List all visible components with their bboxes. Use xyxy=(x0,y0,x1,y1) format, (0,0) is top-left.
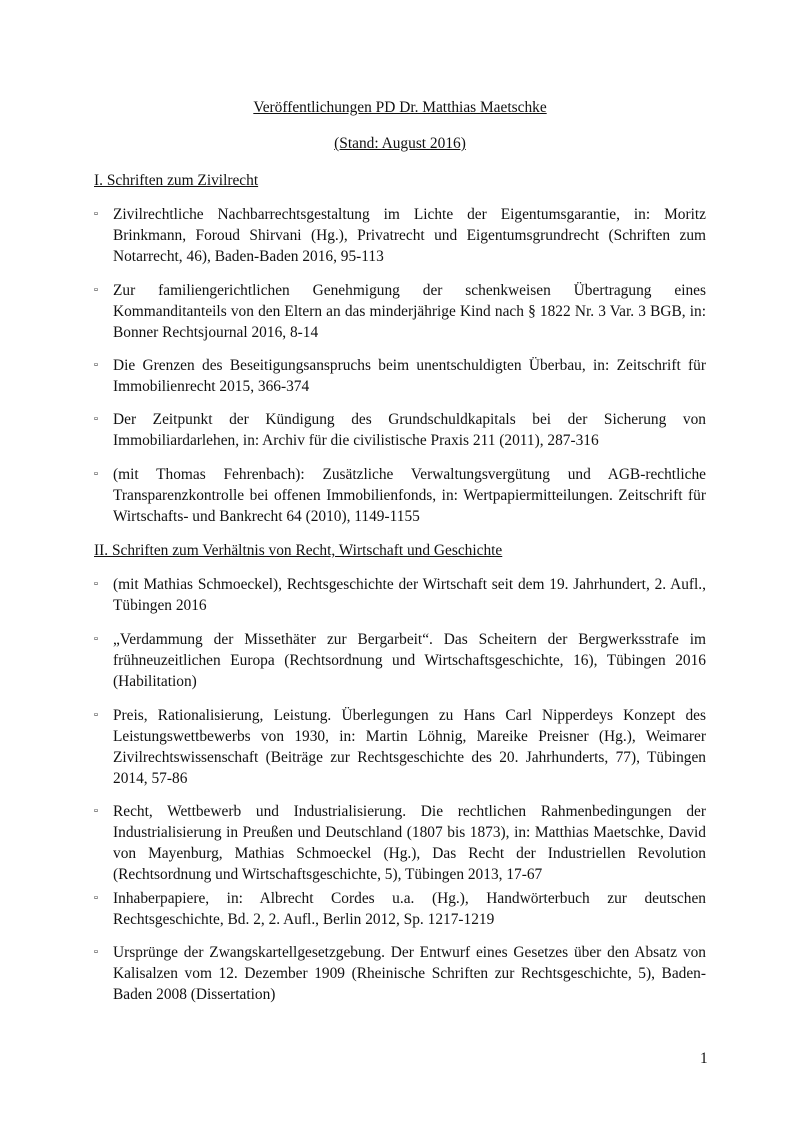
publication-entry xyxy=(94,409,706,451)
page-number: 1 xyxy=(700,1050,708,1067)
bullet-icon: ▫ xyxy=(94,709,98,721)
publication-text: Preis, Rationalisierung, Leistung. Überlegungen zu Hans Carl Nipperdeys Konzept des Leistungswettbewerbs von 1930, in: Martin Löhnig, Mareike Preisner (Hg.), Weimarer Zivilrechtswissenschaft (Beiträge zur Rechtsgeschichte des 20. Jahrhunderts, 77), Tübingen 2014, 57-86 xyxy=(113,707,706,787)
publication-text: Die Grenzen des Beseitigungsanspruchs beim unentschuldigten Überbau, in: Zeitschrift für Immobilienrecht 2015, 366-374 xyxy=(113,357,706,395)
publication-text: Der Zeitpunkt der Kündigung des Grundschuldkapitals bei der Sicherung von Immobiliardarlehen, in: Archiv für die civilistische Praxis 211 (2011), 287-316 xyxy=(113,411,706,449)
publication-text: (mit Mathias Schmoeckel), Rechtsgeschichte der Wirtschaft seit dem 19. Jahrhundert, 2. Aufl., Tübingen 2016 xyxy=(113,576,706,614)
publication-text: Zivilrechtliche Nachbarrechtsgestaltung im Lichte der Eigentumsgarantie, in: Moritz Brinkmann, Foroud Shirvani (Hg.), Privatrecht und Eigentumsgrundrecht (Schriften zum Notarrecht, 46), Baden-Baden 2016, 95-113 xyxy=(113,206,706,265)
publication-text: (mit Thomas Fehrenbach): Zusätzliche Verwaltungsvergütung und AGB-rechtliche Transparenzkontrolle bei offenen Immobilienfonds, in: Wertpapiermitteilungen. Zeitschrift für Wirtschafts- und Bankrecht 64 (2010), 1149-1155 xyxy=(113,466,706,525)
publication-entry xyxy=(94,574,706,616)
bullet-icon: ▫ xyxy=(94,359,98,371)
document-date: (Stand: August 2016) xyxy=(334,135,466,152)
publication-entry xyxy=(94,629,706,692)
bullet-icon: ▫ xyxy=(94,284,98,296)
publication-entry xyxy=(94,942,706,1005)
publication-text: „Verdammung der Missethäter zur Bergarbeit“. Das Scheitern der Bergwerksstrafe im frühneuzeitlichen Europa (Rechtsordnung und Wirtschaftsgeschichte, 16), Tübingen 2016 (Habilitation) xyxy=(113,631,706,690)
publication-entry xyxy=(94,204,706,267)
bullet-icon: ▫ xyxy=(94,805,98,817)
document-title: Veröffentlichungen PD Dr. Matthias Maetschke xyxy=(253,99,547,116)
bullet-icon: ▫ xyxy=(94,578,98,590)
bullet-icon: ▫ xyxy=(94,468,98,480)
publication-entry xyxy=(94,280,706,343)
publication-entry xyxy=(94,464,706,527)
publication-text: Recht, Wettbewerb und Industrialisierung. Die rechtlichen Rahmenbedingungen der Industrialisierung in Preußen und Deutschland (1807 bis 1873), in: Matthias Maetschke, David von Mayenburg, Mathias Schmoeckel (Hg.), Das Recht der Industriellen Revolution (Rechtsordnung und Wirtschaftsgeschichte, 5), Tübingen 2013, 17-67 xyxy=(113,803,706,883)
publication-text: Inhaberpapiere, in: Albrecht Cordes u.a. (Hg.), Handwörterbuch zur deutschen Rechtsgeschichte, Bd. 2, 2. Aufl., Berlin 2012, Sp. 1217-1219 xyxy=(113,890,706,928)
section-heading-recht-wirtschaft-geschichte: II. Schriften zum Verhältnis von Recht, Wirtschaft und Geschichte xyxy=(94,542,503,559)
publication-entry xyxy=(94,888,706,930)
bullet-icon: ▫ xyxy=(94,413,98,425)
bullet-icon: ▫ xyxy=(94,633,98,645)
publication-entry xyxy=(94,705,706,789)
bullet-icon: ▫ xyxy=(94,946,98,958)
section-heading-zivilrecht: I. Schriften zum Zivilrecht xyxy=(94,172,259,189)
publication-text: Ursprünge der Zwangskartellgesetzgebung. Der Entwurf eines Gesetzes über den Absatz von Kalisalzen vom 12. Dezember 1909 (Rheinische Schriften zur Rechtsgeschichte, 5), Baden-Baden 2008 (Dissertation) xyxy=(113,944,706,1003)
publication-entry xyxy=(94,355,706,397)
bullet-icon: ▫ xyxy=(94,892,98,904)
bullet-icon: ▫ xyxy=(94,208,98,220)
publication-entry xyxy=(94,801,706,885)
publication-text: Zur familiengerichtlichen Genehmigung der schenkweisen Übertragung eines Kommanditanteils von den Eltern an das minderjährige Kind nach § 1822 Nr. 3 Var. 3 BGB, in: Bonner Rechtsjournal 2016, 8-14 xyxy=(113,282,706,341)
